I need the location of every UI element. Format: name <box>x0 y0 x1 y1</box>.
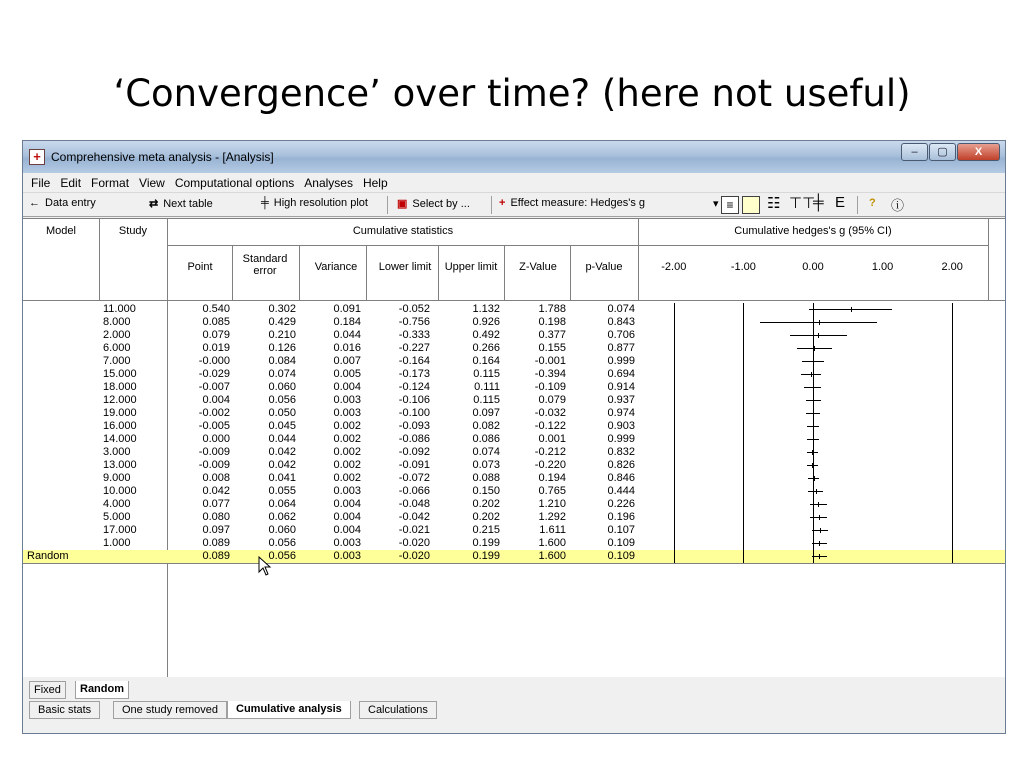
z-cell: -0.122 <box>534 420 566 432</box>
study-cell: 6.000 <box>103 342 131 354</box>
header-model[interactable]: Model <box>46 225 76 237</box>
point-estimate-marker <box>818 502 819 507</box>
var-cell: 0.004 <box>333 498 361 510</box>
lower-cell: -0.333 <box>398 329 430 341</box>
p-cell: 0.196 <box>607 511 635 523</box>
table-row[interactable] <box>23 342 1006 355</box>
study-cell: 18.000 <box>103 381 137 393</box>
study-cell: 3.000 <box>103 446 131 458</box>
var-cell: 0.044 <box>333 329 361 341</box>
study-cell: 12.000 <box>103 394 137 406</box>
reference-line <box>743 303 744 563</box>
lower-cell: -0.072 <box>398 472 430 484</box>
reference-line <box>952 303 953 563</box>
table-row[interactable] <box>23 316 1006 329</box>
menu-computational-options[interactable]: Computational options <box>174 175 295 190</box>
lower-cell: -0.020 <box>398 537 430 549</box>
point-estimate-marker <box>816 489 817 494</box>
upper-cell: 0.266 <box>472 342 500 354</box>
p-cell: 0.109 <box>607 550 635 562</box>
lower-cell: -0.092 <box>398 446 430 458</box>
grid-line <box>232 245 233 300</box>
grid-line <box>638 219 639 300</box>
data-entry-button[interactable]: ← Data entry <box>29 197 96 209</box>
se-cell: 0.056 <box>268 550 296 562</box>
z-cell: 0.079 <box>538 394 566 406</box>
lower-cell: -0.106 <box>398 394 430 406</box>
se-cell: 0.055 <box>268 485 296 497</box>
grid-line <box>438 245 439 300</box>
study-cell: 7.000 <box>103 355 131 367</box>
select-by-button[interactable]: ▣ Select by ... <box>397 198 470 210</box>
point-cell: 0.097 <box>202 524 230 536</box>
grid-line <box>23 300 1006 301</box>
table-row[interactable] <box>23 550 1006 563</box>
z-cell: -0.212 <box>534 446 566 458</box>
upper-cell: 0.115 <box>473 394 500 406</box>
se-cell: 0.056 <box>268 537 296 549</box>
p-cell: 0.999 <box>607 355 635 367</box>
z-cell: -0.109 <box>534 381 566 393</box>
toolbar <box>23 193 1005 217</box>
point-cell: 0.000 <box>202 433 230 445</box>
forest-icon[interactable]: ╪ <box>813 194 824 211</box>
z-cell: -0.394 <box>534 368 566 380</box>
upper-cell: 0.111 <box>474 381 500 393</box>
point-cell: -0.005 <box>198 420 230 432</box>
header-cumulative-statistics: Cumulative statistics <box>352 225 454 237</box>
axis-tick-label: 2.00 <box>941 261 963 273</box>
menu-view[interactable]: View <box>139 175 165 190</box>
point-cell: 0.077 <box>202 498 230 510</box>
p-cell: 0.706 <box>607 329 635 341</box>
tab-area <box>23 677 1006 734</box>
lower-cell: -0.124 <box>398 381 430 393</box>
p-cell: 0.832 <box>607 446 635 458</box>
sigma-icon[interactable]: Ε <box>835 194 846 211</box>
p-cell: 0.877 <box>607 342 635 354</box>
study-cell: 19.000 <box>103 407 137 419</box>
upper-cell: 0.088 <box>472 472 500 484</box>
upper-cell: 0.199 <box>472 537 500 549</box>
p-cell: 0.694 <box>607 368 635 380</box>
point-cell: 0.085 <box>202 316 230 328</box>
header-z-value[interactable]: Z-Value <box>519 261 557 273</box>
se-cell: 0.042 <box>268 446 296 458</box>
app-window <box>22 140 1006 734</box>
header-point[interactable]: Point <box>187 261 213 273</box>
se-cell: 0.210 <box>268 329 296 341</box>
table-row[interactable] <box>23 459 1006 472</box>
point-cell: 0.079 <box>202 329 230 341</box>
lower-cell: -0.173 <box>398 368 430 380</box>
var-cell: 0.003 <box>333 537 361 549</box>
columns-icon[interactable]: ☷ <box>767 195 781 212</box>
table-row[interactable] <box>23 381 1006 394</box>
grid-line <box>167 245 989 246</box>
next-table-button[interactable]: ⇄ Next table <box>149 198 213 210</box>
grid-line <box>504 245 505 300</box>
var-cell: 0.003 <box>333 550 361 562</box>
upper-cell: 0.073 <box>472 459 500 471</box>
upper-cell: 0.202 <box>472 498 500 510</box>
p-cell: 0.846 <box>607 472 635 484</box>
lower-cell: -0.093 <box>398 420 430 432</box>
z-cell: 1.600 <box>538 537 566 549</box>
p-cell: 0.226 <box>607 498 635 510</box>
window-title: Comprehensive meta analysis - [Analysis] <box>51 150 274 164</box>
grid-line <box>299 245 300 300</box>
upper-cell: 0.202 <box>472 511 500 523</box>
z-cell: 1.292 <box>538 511 566 523</box>
lower-cell: -0.066 <box>398 485 430 497</box>
study-cell: 14.000 <box>103 433 137 445</box>
upper-cell: 0.082 <box>472 420 500 432</box>
axis-tick-label: 1.00 <box>871 261 894 273</box>
z-cell: 0.194 <box>538 472 566 484</box>
table-row[interactable] <box>23 433 1006 446</box>
point-cell: 0.089 <box>202 550 230 562</box>
zero-line <box>813 303 814 563</box>
point-estimate-marker <box>819 541 820 546</box>
z-cell: -0.220 <box>534 459 566 471</box>
point-cell: -0.009 <box>198 459 230 471</box>
z-cell: 0.377 <box>538 329 566 341</box>
se-cell: 0.042 <box>268 459 296 471</box>
var-cell: 0.016 <box>333 342 361 354</box>
study-cell: 10.000 <box>103 485 137 497</box>
header-standard-error[interactable]: Standard error <box>242 253 288 277</box>
menu-edit[interactable]: Edit <box>60 175 82 190</box>
se-cell: 0.056 <box>268 394 296 406</box>
study-cell: 15.000 <box>103 368 137 380</box>
header-cumulative-hedges-g: Cumulative hedges's g (95% CI) <box>734 225 892 237</box>
p-cell: 0.109 <box>607 537 635 549</box>
upper-cell: 0.215 <box>472 524 500 536</box>
point-cell: 0.540 <box>202 303 230 315</box>
lower-cell: -0.227 <box>398 342 430 354</box>
var-cell: 0.002 <box>333 472 361 484</box>
study-cell: 2.000 <box>103 329 131 341</box>
table-row[interactable] <box>23 329 1006 342</box>
se-cell: 0.050 <box>268 407 296 419</box>
table-row[interactable] <box>23 394 1006 407</box>
point-cell: 0.004 <box>202 394 230 406</box>
point-cell: 0.089 <box>202 537 230 549</box>
var-cell: 0.003 <box>333 407 361 419</box>
study-cell: 11.000 <box>103 303 136 315</box>
arrow-cycle-icon: ⇄ <box>149 198 159 210</box>
study-cell: 17.000 <box>103 524 137 536</box>
model-cell: Random <box>27 550 69 562</box>
toolbar-separator <box>387 196 388 214</box>
dropdown-arrow-icon[interactable]: ▾ <box>713 198 719 210</box>
z-cell: 0.765 <box>538 485 566 497</box>
point-estimate-marker <box>819 515 820 520</box>
header-p-value[interactable]: p-Value <box>585 261 623 273</box>
point-cell: -0.000 <box>198 355 230 367</box>
menu-file[interactable]: File <box>31 175 51 190</box>
study-cell: 8.000 <box>103 316 131 328</box>
analysis-grid <box>23 218 1006 677</box>
upper-cell: 0.074 <box>472 446 500 458</box>
mouse-cursor-icon <box>258 556 272 576</box>
z-cell: -0.032 <box>534 407 566 419</box>
grid-line <box>988 219 989 300</box>
upper-cell: 0.150 <box>472 485 500 497</box>
tab-one-study-removed[interactable]: One study removed <box>113 701 227 719</box>
title-bar[interactable] <box>23 141 1005 173</box>
p-cell: 0.999 <box>607 433 635 445</box>
var-cell: 0.003 <box>333 394 361 406</box>
z-cell: -0.001 <box>534 355 566 367</box>
reference-line <box>674 303 675 563</box>
p-cell: 0.826 <box>607 459 635 471</box>
se-cell: 0.062 <box>268 511 296 523</box>
upper-cell: 0.926 <box>472 316 500 328</box>
close-button[interactable]: X <box>957 143 1000 161</box>
grid-line <box>570 245 571 300</box>
header-upper-limit[interactable]: Upper limit <box>444 261 498 273</box>
tab-basic-stats[interactable]: Basic stats <box>29 701 100 719</box>
p-cell: 0.074 <box>607 303 635 315</box>
point-cell: -0.002 <box>198 407 230 419</box>
p-cell: 0.444 <box>607 485 635 497</box>
var-cell: 0.004 <box>333 524 361 536</box>
se-cell: 0.045 <box>268 420 296 432</box>
var-cell: 0.004 <box>333 381 361 393</box>
z-cell: 0.001 <box>538 433 566 445</box>
study-cell: 5.000 <box>103 511 131 523</box>
table-row[interactable] <box>23 407 1006 420</box>
var-cell: 0.005 <box>333 368 361 380</box>
maximize-button[interactable]: ▢ <box>929 143 956 161</box>
se-cell: 0.302 <box>268 303 296 315</box>
high-resolution-plot-button[interactable]: ╪ High resolution plot <box>261 197 368 209</box>
model-tab-fixed[interactable]: Fixed <box>29 681 66 699</box>
var-cell: 0.184 <box>333 316 361 328</box>
grid-line <box>366 245 367 300</box>
axis-tick-label: -1.00 <box>730 261 756 273</box>
study-cell: 1.000 <box>103 537 131 549</box>
grid-line <box>23 563 1006 564</box>
z-cell: 1.210 <box>538 498 566 510</box>
var-cell: 0.002 <box>333 420 361 432</box>
point-cell: 0.042 <box>202 485 230 497</box>
arrow-left-icon: ← <box>29 197 40 209</box>
se-cell: 0.084 <box>268 355 296 367</box>
var-cell: 0.003 <box>333 485 361 497</box>
point-cell: 0.019 <box>202 342 230 354</box>
z-cell: 1.611 <box>539 524 566 536</box>
study-cell: 13.000 <box>103 459 137 471</box>
p-cell: 0.107 <box>607 524 635 536</box>
table-row[interactable] <box>23 511 1006 524</box>
yellow-box-icon[interactable] <box>742 196 760 214</box>
effect-measure-button[interactable]: + Effect measure: Hedges's g <box>499 197 646 209</box>
table-row[interactable] <box>23 303 1006 316</box>
var-cell: 0.007 <box>333 355 361 367</box>
upper-cell: 0.097 <box>472 407 500 419</box>
se-cell: 0.126 <box>268 342 296 354</box>
point-estimate-marker <box>811 372 812 377</box>
table-row[interactable] <box>23 368 1006 381</box>
point-cell: -0.029 <box>198 368 230 380</box>
tab-cumulative-analysis[interactable]: Cumulative analysis <box>227 701 351 719</box>
menu-help[interactable]: Help <box>362 175 388 190</box>
slide-title: ‘Convergence’ over time? (here not useful) <box>113 72 911 115</box>
table-row[interactable] <box>23 524 1006 537</box>
table-row[interactable] <box>23 537 1006 550</box>
var-cell: 0.002 <box>333 433 361 445</box>
p-cell: 0.937 <box>607 394 635 406</box>
upper-cell: 1.132 <box>472 303 500 315</box>
se-cell: 0.429 <box>268 316 296 328</box>
se-cell: 0.044 <box>268 433 296 445</box>
z-cell: 1.788 <box>538 303 566 315</box>
minimize-button[interactable]: – <box>901 143 928 161</box>
sort-icon[interactable]: ⊤⊤ <box>789 195 816 212</box>
study-cell: 9.000 <box>103 472 131 484</box>
plus-icon: + <box>499 197 506 209</box>
point-estimate-marker <box>820 528 821 533</box>
var-cell: 0.002 <box>333 459 361 471</box>
lower-cell: -0.052 <box>398 303 430 315</box>
toolbar-separator <box>491 196 492 214</box>
p-cell: 0.914 <box>607 381 635 393</box>
table-row[interactable] <box>23 498 1006 511</box>
study-cell: 4.000 <box>103 498 131 510</box>
point-estimate-marker <box>818 333 819 338</box>
app-icon: + <box>29 149 45 165</box>
var-cell: 0.004 <box>333 511 361 523</box>
toolbar-separator <box>857 196 858 214</box>
window-controls <box>900 143 1000 161</box>
lower-cell: -0.091 <box>398 459 430 471</box>
tab-calculations[interactable]: Calculations <box>359 701 437 719</box>
table-row[interactable] <box>23 472 1006 485</box>
axis-tick-label: 0.00 <box>802 261 824 273</box>
var-cell: 0.091 <box>333 303 361 315</box>
se-cell: 0.060 <box>268 381 296 393</box>
point-cell: 0.080 <box>202 511 230 523</box>
header-study[interactable]: Study <box>118 225 148 237</box>
lower-cell: -0.086 <box>398 433 430 445</box>
upper-cell: 0.164 <box>472 355 500 367</box>
p-cell: 0.974 <box>607 407 635 419</box>
upper-cell: 0.199 <box>472 550 500 562</box>
lower-cell: -0.021 <box>398 524 430 536</box>
table-row[interactable] <box>23 420 1006 433</box>
lower-cell: -0.020 <box>398 550 430 562</box>
se-cell: 0.074 <box>268 368 296 380</box>
upper-cell: 0.492 <box>472 329 500 341</box>
table-row[interactable] <box>23 485 1006 498</box>
point-estimate-marker <box>814 346 815 351</box>
select-windows-icon: ▣ <box>397 198 408 210</box>
axis-tick-label: -2.00 <box>661 261 687 273</box>
lower-cell: -0.048 <box>398 498 430 510</box>
lower-cell: -0.164 <box>398 355 430 367</box>
upper-cell: 0.086 <box>472 433 500 445</box>
study-cell: 16.000 <box>103 420 137 432</box>
menu-analyses[interactable]: Analyses <box>304 175 353 190</box>
point-cell: -0.009 <box>198 446 230 458</box>
grid-line <box>99 219 100 300</box>
var-cell: 0.002 <box>333 446 361 458</box>
z-cell: 1.600 <box>538 550 566 562</box>
point-estimate-marker <box>819 320 820 325</box>
header-lower-limit[interactable]: Lower limit <box>378 261 432 273</box>
p-cell: 0.903 <box>607 420 635 432</box>
menu-bar <box>23 173 1005 193</box>
list-view-icon[interactable]: ≡ <box>721 196 739 214</box>
se-cell: 0.060 <box>268 524 296 536</box>
upper-cell: 0.115 <box>473 368 500 380</box>
se-cell: 0.064 <box>268 498 296 510</box>
table-row[interactable] <box>23 355 1006 368</box>
forest-plot-icon: ╪ <box>261 197 269 209</box>
hint-icon[interactable]: ? <box>869 197 876 209</box>
lower-cell: -0.756 <box>398 316 430 328</box>
point-cell: 0.008 <box>202 472 230 484</box>
point-estimate-marker <box>851 307 852 312</box>
lower-cell: -0.100 <box>398 407 430 419</box>
z-cell: 0.198 <box>538 316 566 328</box>
menu-format[interactable]: Format <box>91 175 130 190</box>
model-tab-random[interactable]: Random <box>75 681 129 699</box>
point-cell: -0.007 <box>198 381 230 393</box>
info-icon[interactable]: ⓘ <box>891 198 905 213</box>
z-cell: 0.155 <box>538 342 566 354</box>
lower-cell: -0.042 <box>398 511 430 523</box>
p-cell: 0.843 <box>607 316 635 328</box>
header-variance[interactable]: Variance <box>314 261 358 273</box>
table-row[interactable] <box>23 446 1006 459</box>
se-cell: 0.041 <box>268 472 296 484</box>
point-estimate-marker <box>819 554 820 559</box>
